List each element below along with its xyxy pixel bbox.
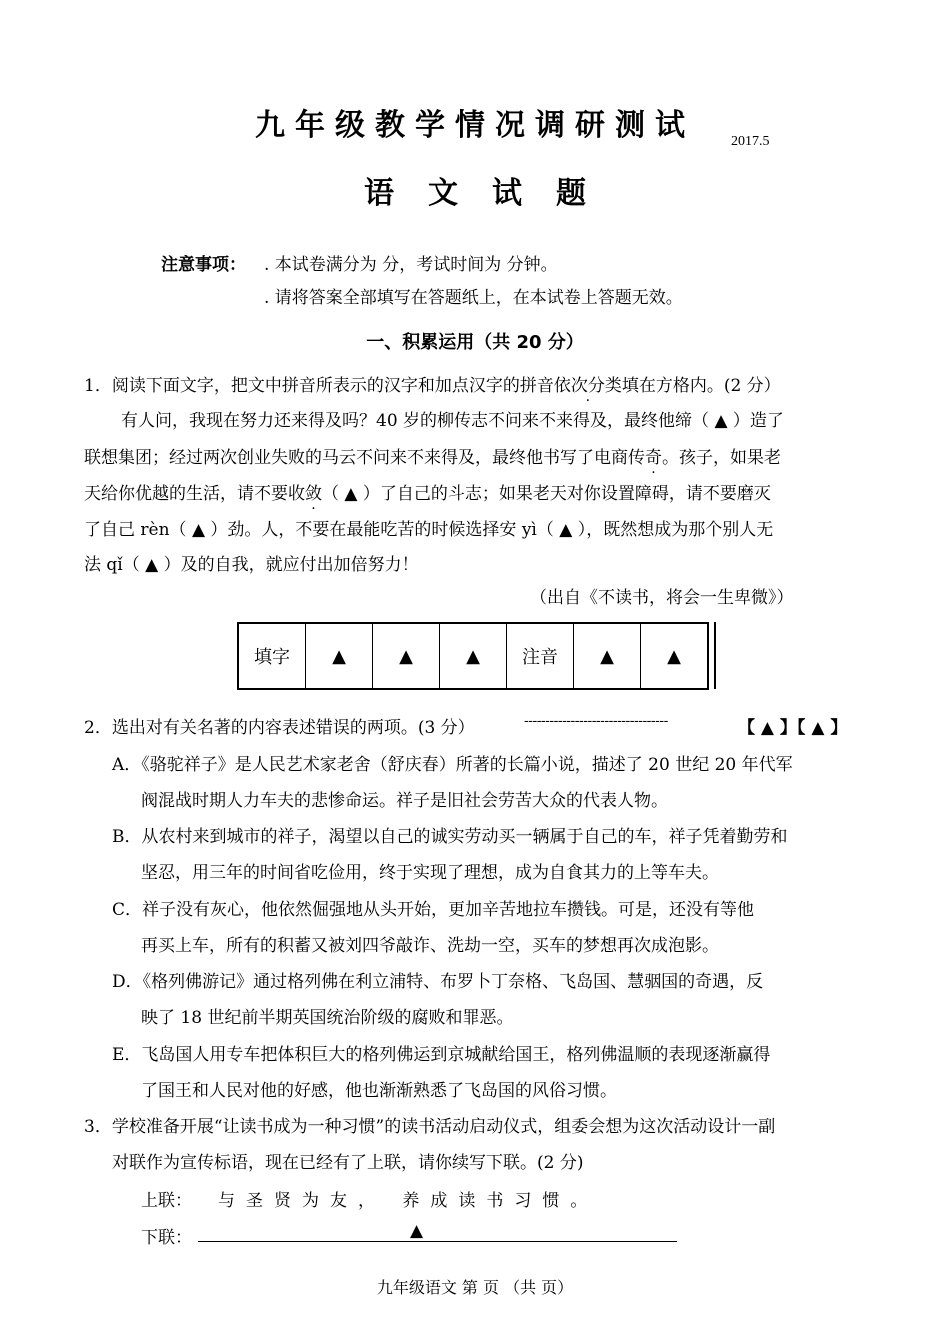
subject-title: 语文试题 <box>364 176 620 211</box>
answer-cell[interactable]: ▲ <box>373 623 440 689</box>
q1-passage-line-5: 法 qǐ（ ▲ ）及的自我，就应付出加倍努力！ <box>84 555 419 575</box>
answer-cell[interactable]: ▲ <box>440 623 507 689</box>
answer-table <box>237 622 709 690</box>
q1-line2-end: 。孩子，如果老 <box>662 448 781 468</box>
q1-passage-line-2 <box>84 443 781 468</box>
q1-line3-start: 天给你优越的生活，请不要收 <box>84 484 305 504</box>
q3-answer-line[interactable] <box>198 1241 677 1242</box>
q2-option-c-line-1: C．祥子没有灰心，他依然倔强地从头开始，更加辛苦地拉车攒钱。可是，还没有等他 <box>112 900 755 920</box>
q2-option-e-line-1: E．飞岛国人用专车把体积巨大的格列佛运到京城献给国王，格列佛温顺的表现逐渐赢得 <box>112 1045 771 1065</box>
q1-source: （出自《不读书，将会一生卑微》） <box>530 588 794 608</box>
answer-cell[interactable]: ▲ <box>641 623 709 689</box>
q1-stem-start: 1．阅读下面文字，把文中拼音所表示的汉字和加点汉字的拼音 <box>84 376 554 396</box>
q3-upper-couplet: 与圣贤为友， 养成读书习惯。 <box>218 1191 599 1211</box>
q1-stem-end: 填在方格内。(2 分） <box>621 376 781 396</box>
q3-stem-line-1: 3．学校准备开展“让读书成为一种习惯”的读书活动启动仪式，组委会想为这次活动设计一副 <box>84 1117 776 1137</box>
exam-date: 2017.5 <box>731 134 770 149</box>
answer-cell-label-pinyin: 注音 <box>507 623 574 689</box>
q1-stem <box>84 371 781 396</box>
q1-stem-emphasis: 依次分类 <box>553 376 622 396</box>
q2-option-b-line-2: 坚忍，用三年的时间省吃俭用，终于实现了理想，成为自食其力的上等车夫。 <box>141 863 719 883</box>
q2-option-a-line-2: 阀混战时期人力车夫的悲惨命运。祥子是旧社会劳苦大众的代表人物。 <box>141 791 668 811</box>
q1-line3-end: （ ▲ ）了自己的斗志；如果老天对你设置障碍，请不要磨灭 <box>322 484 771 504</box>
answer-cell-label-fill: 填字 <box>238 623 306 689</box>
answer-cell[interactable]: ▲ <box>306 623 373 689</box>
q2-option-e-line-2: 了国王和人民对他的好感，他也渐渐熟悉了飞岛国的风俗习惯。 <box>141 1081 617 1101</box>
q2-option-d-line-1: D．《格列佛游记》通过格列佛在利立浦特、布罗卜丁奈格、飞岛国、慧骃国的奇遇，反 <box>112 972 764 992</box>
q1-passage-line-4: 了自己 rèn（ ▲ ）劲。人，不要在最能吃苦的时候选择安 yì（ ▲ ），既然想成为那个别人无 <box>84 520 774 540</box>
q2-option-a-line-1: A．《骆驼祥子》是人民艺术家老舍（舒庆春）所著的长篇小说，描述了 20 世纪 20 年代军 <box>112 755 793 775</box>
q1-line2-start: 联想集团；经过两次创业失败的马云不问来不来得及，最终他书写了电商传 <box>84 448 645 468</box>
q2-answer-brackets[interactable]: 【 ▲ 】【 ▲ 】 <box>738 718 848 738</box>
q2-option-b-line-1: B．从农村来到城市的祥子，渴望以自己的诚实劳动买一辆属于自己的车，祥子凭着勤劳和 <box>112 827 788 847</box>
page-footer: 九年级语文 第 页 （共 页） <box>376 1278 574 1297</box>
q3-upper-label: 上联： <box>141 1191 192 1211</box>
q1-passage-line-1: 有人问，我现在努力还来得及吗？40 岁的柳传志不问来不来得及，最终他缔（ ▲ ）造了 <box>121 411 784 431</box>
section-title: 一、积累运用（共 20 分） <box>366 332 584 353</box>
table-right-border <box>714 622 716 689</box>
q2-stem: 2．选出对有关名著的内容表述错误的两项。(3 分） <box>84 718 475 738</box>
q1-passage-line-3 <box>84 479 771 504</box>
notice-label: 注意事项： <box>161 255 246 275</box>
answer-row <box>238 623 708 689</box>
notice-item-2: . 请将答案全部填写在答题纸上，在本试卷上答题无效。 <box>264 288 683 308</box>
q3-lower-label: 下联： <box>141 1228 192 1248</box>
q2-option-d-line-2: 映了 18 世纪前半期英国统治阶级的腐败和罪恶。 <box>141 1008 514 1028</box>
q3-answer-marker: ▲ <box>410 1221 424 1241</box>
notice-item-1: . 本试卷满分为 分，考试时间为 分钟。 <box>264 255 558 275</box>
q3-stem-line-2: 对联作为宣传标语，现在已经有了上联，请你续写下联。(2 分) <box>112 1153 584 1173</box>
q2-dash-leader: ---------------------------------- <box>524 713 668 729</box>
answer-cell[interactable]: ▲ <box>574 623 641 689</box>
q1-dotted-char-lian: 敛 <box>305 484 322 504</box>
q2-option-c-line-2: 再买上车，所有的积蓄又被刘四爷敲诈、洗劫一空，买车的梦想再次成泡影。 <box>141 936 719 956</box>
exam-title: 九年级教学情况调研测试 <box>255 108 695 143</box>
q1-dotted-char-qi: 奇 <box>645 448 662 468</box>
